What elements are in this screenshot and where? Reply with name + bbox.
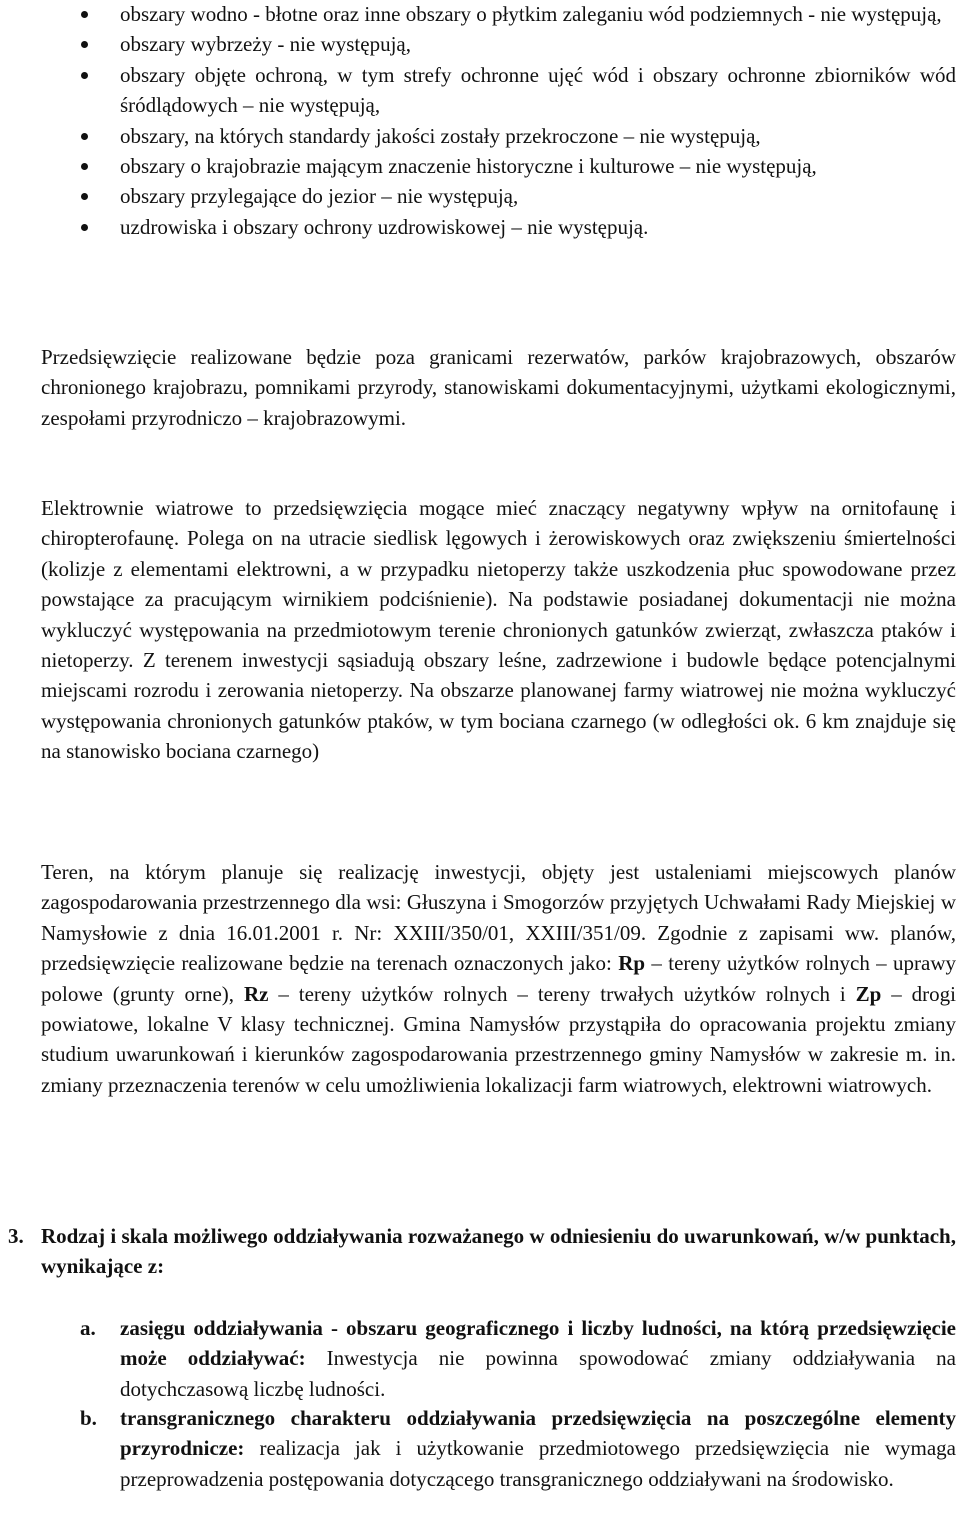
section-number: 3. (8, 1224, 24, 1248)
list-item: obszary, na których standardy jakości zostały przekroczone – nie występują, (0, 121, 956, 151)
list-item: obszary wybrzeży - nie występują, (0, 29, 956, 59)
subsection-letter: b. (80, 1406, 97, 1430)
bullet-icon (81, 41, 88, 48)
bullet-icon (81, 72, 88, 79)
section-3-heading (8, 1221, 956, 1282)
subsection-a: a. zasięgu oddziaływania - obszaru geograficznego i liczby ludności, na którą przedsięwzięcie może oddziaływać: Inwestycja nie powinna spowodować zmiany oddziaływania na dotychczasową liczbę ludności. (80, 1313, 956, 1404)
list-item: obszary o krajobrazie mającym znaczenie historyczne i kulturowe – nie występują, (0, 151, 956, 181)
subsection-letter: a. (80, 1316, 96, 1340)
bullet-icon (81, 133, 88, 140)
list-item: obszary wodno - błotne oraz inne obszary o płytkim zaleganiu wód podziemnych - nie występują, (0, 0, 956, 29)
paragraph-zoning-plans: Teren, na którym planuje się realizację inwestycji, objęty jest ustaleniami miejscowych planów zagospodarowania przestrzennego dla wsi: Głuszyna i Smogorzów przyjętych Uchwałami Rady Miejskiej w Namysłowie z dnia 16.01.2001 r. Nr: XXIII/350/01, XXIII/351/09. Zgodnie z zapisami ww. planów, przedsięwzięcie realizowane będzie na terenach oznaczonych jako: Rp – tereny użytków rolnych – uprawy polowe (grunty orne), Rz – tereny użytków rolnych – tereny trwałych użytków rolnych i Zp – drogi powiatowe, lokalne V klasy technicznej. Gmina Namysłów przystąpiła do opracowania projektu zmiany studium uwarunkowań i kierunków zagospodarowania przestrzennego gminy Namysłów w zakresie m. in. zmiany przeznaczenia terenów w celu umożliwienia lokalizacji farm wiatrowych, elektrowni wiatrowych. (41, 860, 956, 1097)
bullet-icon (81, 163, 88, 170)
bullet-icon (81, 11, 88, 18)
bullet-icon (81, 193, 88, 200)
list-item: obszary objęte ochroną, w tym strefy ochronne ujęć wód i obszary ochronne zbiorników wód śródlądowych – nie występują, (0, 60, 956, 121)
section-title: Rodzaj i skala możliwego oddziaływania rozważanego w odniesieniu do uwarunkowań, w/w punktach, wynikające z: (41, 1224, 956, 1279)
list-item: uzdrowiska i obszary ochrony uzdrowiskowej – nie występują. (0, 212, 956, 242)
bullet-icon (81, 224, 88, 231)
subsection-b: b. transgranicznego charakteru oddziaływania przedsięwzięcia na poszczególne elementy przyrodnicze: realizacja jak i użytkowanie przedmiotowego przedsięwzięcia nie wymaga przeprowadzenia postępowania dotyczącego transgranicznego oddziaływani na środowisko. (80, 1403, 956, 1494)
bullet-list (0, 0, 956, 242)
paragraph-protected-areas: Przedsięwzięcie realizowane będzie poza granicami rezerwatów, parków krajobrazowych, obszarów chronionego krajobrazu, pomnikami przyrody, stanowiskami dokumentacyjnymi, użytkami ekologicznymi, zespołami przyrodniczo – krajobrazowymi. (41, 345, 956, 430)
list-item: obszary przylegające do jezior – nie występują, (0, 181, 956, 211)
paragraph-wildlife-impact: Elektrownie wiatrowe to przedsięwzięcia mogące mieć znaczący negatywny wpływ na ornitofaunę i chiropterofaunę. Polega on na utracie siedlisk lęgowych i żerowiskowych oraz zwiększeniu śmiertelności (kolizje z elementami elektrowni, a w przypadku nietoperzy także uszkodzenia płuc spowodowane przez powstające za pracującym wirnikiem podciśnienie). Na podstawie posiadanej dokumentacji nie można wykluczyć występowania na przedmiotowym terenie chronionych gatunków zwierząt, zwłaszcza ptaków i nietoperzy. Z terenem inwestycji sąsiadują obszary leśne, zadrzewione i budowle będące potencjalnymi miejscami rozrodu i zerowania nietoperzy. Na obszarze planowanej farmy wiatrowej nie można wykluczyć występowania chronionych gatunków ptaków, w tym bociana czarnego (w odległości ok. 6 km znajduje się na stanowisko bociana czarnego) (41, 496, 956, 764)
